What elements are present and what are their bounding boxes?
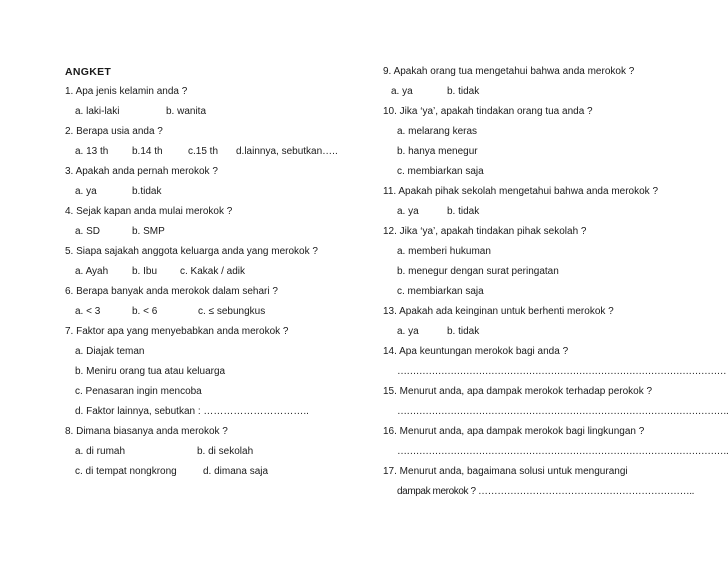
option-7a: a. Diajak teman — [75, 346, 145, 357]
option-12a: a. memberi hukuman — [397, 246, 491, 257]
option-10a: a. melarang keras — [397, 126, 478, 137]
option-5b: b. Ibu — [132, 266, 158, 277]
option-2a: a. 13 th — [75, 146, 109, 157]
option-6a: a. < 3 — [75, 306, 101, 317]
option-2b: b.14 th — [132, 146, 163, 157]
option-7b: b. Meniru orang tua atau keluarga — [75, 366, 226, 377]
option-9a: a. ya — [391, 86, 413, 97]
answer-line-15: ……………………………………………………………………………………………. — [397, 406, 728, 417]
option-4b: b. SMP — [132, 226, 165, 237]
option-13b: b. tidak — [447, 326, 480, 337]
option-5a: a. Ayah — [75, 266, 109, 277]
answer-line-17: dampak merokok ? ………………………………………………………….. — [397, 486, 694, 497]
option-6b: b. < 6 — [132, 306, 158, 317]
option-2d: d.lainnya, sebutkan….. — [236, 146, 338, 157]
option-8c: c. di tempat nongkrong — [75, 466, 177, 477]
question-5: 5. Siapa sajakah anggota keluarga anda yang merokok ? — [65, 246, 318, 257]
option-2c: c.15 th — [188, 146, 219, 157]
question-13: 13. Apakah ada keinginan untuk berhenti merokok ? — [383, 306, 614, 317]
question-1: 1. Apa jenis kelamin anda ? — [65, 86, 188, 97]
option-9b: b. tidak — [447, 86, 480, 97]
answer-line-14: …………………………………………………………………………………………… — [397, 366, 727, 377]
question-8: 8. Dimana biasanya anda merokok ? — [65, 426, 228, 437]
question-12: 12. Jika ‘ya’, apakah tindakan pihak sekolah ? — [383, 226, 587, 237]
question-11: 11. Apakah pihak sekolah mengetahui bahwa anda merokok ? — [383, 186, 659, 197]
option-12c: c. membiarkan saja — [397, 286, 484, 297]
option-11a: a. ya — [397, 206, 419, 217]
option-12b: b. menegur dengan surat peringatan — [397, 266, 559, 277]
option-6c: c. ≤ sebungkus — [198, 306, 266, 317]
question-4: 4. Sejak kapan anda mulai merokok ? — [65, 206, 233, 217]
option-11b: b. tidak — [447, 206, 480, 217]
question-10: 10. Jika ‘ya’, apakah tindakan orang tua anda ? — [383, 106, 593, 117]
option-1b: b. wanita — [166, 106, 207, 117]
option-7c: c. Penasaran ingin mencoba — [75, 386, 202, 397]
question-2: 2. Berapa usia anda ? — [65, 126, 163, 137]
option-8d: d. dimana saja — [203, 466, 269, 477]
option-13a: a. ya — [397, 326, 419, 337]
option-7d: d. Faktor lainnya, sebutkan : ………………………….. — [75, 406, 309, 417]
question-14: 14. Apa keuntungan merokok bagi anda ? — [383, 346, 569, 357]
question-17: 17. Menurut anda, bagaimana solusi untuk mengurangi — [383, 466, 628, 477]
question-16: 16. Menurut anda, apa dampak merokok bagi lingkungan ? — [383, 426, 645, 437]
option-8a: a. di rumah — [75, 446, 126, 457]
option-8b: b. di sekolah — [197, 446, 254, 457]
option-3b: b.tidak — [132, 186, 162, 197]
question-6: 6. Berapa banyak anda merokok dalam sehari ? — [65, 286, 278, 297]
option-10b: b. hanya menegur — [397, 146, 478, 157]
option-3a: a. ya — [75, 186, 97, 197]
option-5c: c. Kakak / adik — [180, 266, 246, 277]
option-10c: c. membiarkan saja — [397, 166, 484, 177]
option-4a: a. SD — [75, 226, 101, 237]
answer-line-16: ……………………………………………………………………………………………. — [397, 446, 728, 457]
question-3: 3. Apakah anda pernah merokok ? — [65, 166, 218, 177]
page-title: ANGKET — [65, 66, 112, 78]
question-15: 15. Menurut anda, apa dampak merokok terhadap perokok ? — [383, 386, 653, 397]
question-7: 7. Faktor apa yang menyebabkan anda merokok ? — [65, 326, 289, 337]
option-1a: a. laki-laki — [75, 106, 120, 117]
question-9: 9. Apakah orang tua mengetahui bahwa anda merokok ? — [383, 66, 635, 77]
